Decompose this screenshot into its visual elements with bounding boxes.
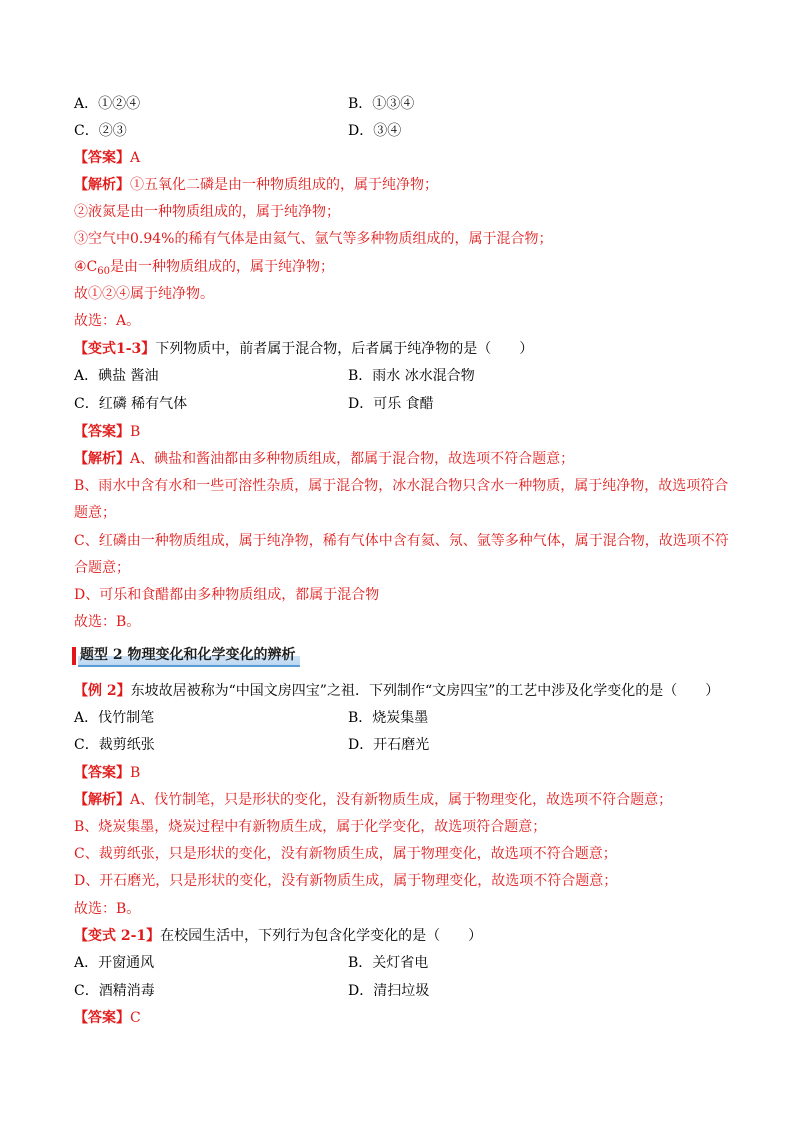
option-b: B．雨水 冰水混合物 [348, 368, 475, 384]
analysis-line [74, 790, 672, 810]
question-tag: 【变式 2-1】 [74, 928, 161, 944]
option-c: C．红磷 稀有气体 [74, 396, 188, 412]
question-stem [74, 681, 719, 701]
answer-line [74, 1008, 141, 1028]
option-d: D．③④ [348, 123, 402, 139]
answer-tag: 【答案】 [74, 765, 130, 781]
analysis-text: ③空气中0.94%的稀有气体是由氦气、氩气等多种物质组成的，属于混合物； [74, 231, 553, 247]
section-title: 题型 2 物理变化和化学变化的辨析 [78, 645, 300, 667]
analysis-tag: 【解析】 [74, 177, 130, 193]
option-d: D．可乐 食醋 [348, 396, 434, 412]
answer-tag: 【答案】 [74, 424, 130, 440]
answer-value: C [130, 1010, 141, 1026]
analysis-text: 合题意； [74, 560, 130, 576]
answer-line [74, 422, 140, 442]
analysis-text: A、伐竹制笔，只是形状的变化，没有新物质生成，属于物理变化，故选项不符合题意； [130, 792, 673, 808]
formula-subscript: 60 [97, 266, 110, 277]
answer-line [74, 148, 140, 168]
analysis-text: B、烧炭集墨，烧炭过程中有新物质生成，属于化学变化，故选项符合题意； [74, 819, 547, 835]
analysis-text: C、红磷由一种物质组成，属于纯净物，稀有气体中含有氦、氖、氩等多种气体，属于混合物，故选项不符 [74, 533, 729, 549]
option-d: D．开石磨光 [348, 737, 430, 753]
option-a: A．碘盐 酱油 [74, 368, 159, 384]
question-tag: 【变式1-3】 [74, 341, 156, 357]
analysis-line [74, 175, 438, 195]
heading-marker [72, 647, 76, 665]
question-stem [74, 339, 533, 359]
option-a: A．伐竹制笔 [74, 710, 155, 726]
analysis-tag: 【解析】 [74, 451, 130, 467]
option-a: A．①②④ [74, 96, 141, 112]
option-a: A．开窗通风 [74, 955, 155, 971]
analysis-text: 故①②④属于纯净物。 [74, 286, 214, 302]
analysis-text: A、碘盐和酱油都由多种物质组成，都属于混合物，故选项不符合题意； [130, 451, 575, 467]
analysis-text: B、雨水中含有水和一些可溶性杂质，属于混合物，冰水混合物只含水一种物质，属于纯净物，故选项符合 [74, 478, 729, 494]
question-tag: 【例 2】 [74, 683, 131, 699]
analysis-text: C、裁剪纸张，只是形状的变化，没有新物质生成，属于物理变化，故选项不符合题意； [74, 846, 617, 862]
analysis-line [74, 449, 574, 469]
option-c: C．裁剪纸张 [74, 737, 155, 753]
option-c: C．酒精消毒 [74, 983, 155, 999]
answer-value: B [130, 424, 141, 440]
question-stem [74, 926, 482, 946]
analysis-text: 题意； [74, 505, 116, 521]
question-text: 下列物质中，前者属于混合物，后者属于纯净物的是（ ） [155, 341, 534, 357]
question-text: 在校园生活中，下列行为包含化学变化的是（ ） [160, 928, 483, 944]
option-b: B．烧炭集墨 [348, 710, 429, 726]
answer-line [74, 763, 140, 783]
option-d: D．清扫垃圾 [348, 983, 430, 999]
formula-prefix: ④C [74, 259, 98, 275]
analysis-text: D、可乐和食醋都由多种物质组成，都属于混合物 [74, 587, 380, 603]
conclusion: 故选：B。 [74, 614, 141, 630]
option-b: B．关灯省电 [348, 955, 429, 971]
answer-tag: 【答案】 [74, 150, 130, 166]
analysis-text [74, 257, 334, 282]
conclusion: 故选：B。 [74, 901, 141, 917]
analysis-text: ②液氮是由一种物质组成的，属于纯净物； [74, 204, 340, 220]
option-c: C．②③ [74, 123, 127, 139]
section-heading [72, 645, 300, 667]
analysis-tag: 【解析】 [74, 792, 130, 808]
answer-tag: 【答案】 [74, 1010, 130, 1026]
conclusion: 故选：A。 [74, 313, 141, 329]
formula-suffix: 是由一种物质组成的，属于纯净物； [110, 259, 334, 275]
analysis-text: ①五氧化二磷是由一种物质组成的，属于纯净物； [130, 177, 438, 193]
answer-value: B [130, 765, 141, 781]
analysis-text: D、开石磨光，只是形状的变化，没有新物质生成，属于物理变化，故选项不符合题意； [74, 873, 618, 889]
question-text: 东坡故居被称为“中国文房四宝”之祖．下列制作“文房四宝”的工艺中涉及化学变化的是（ ） [130, 683, 720, 699]
option-b: B．①③④ [348, 96, 415, 112]
answer-value: A [130, 150, 141, 166]
